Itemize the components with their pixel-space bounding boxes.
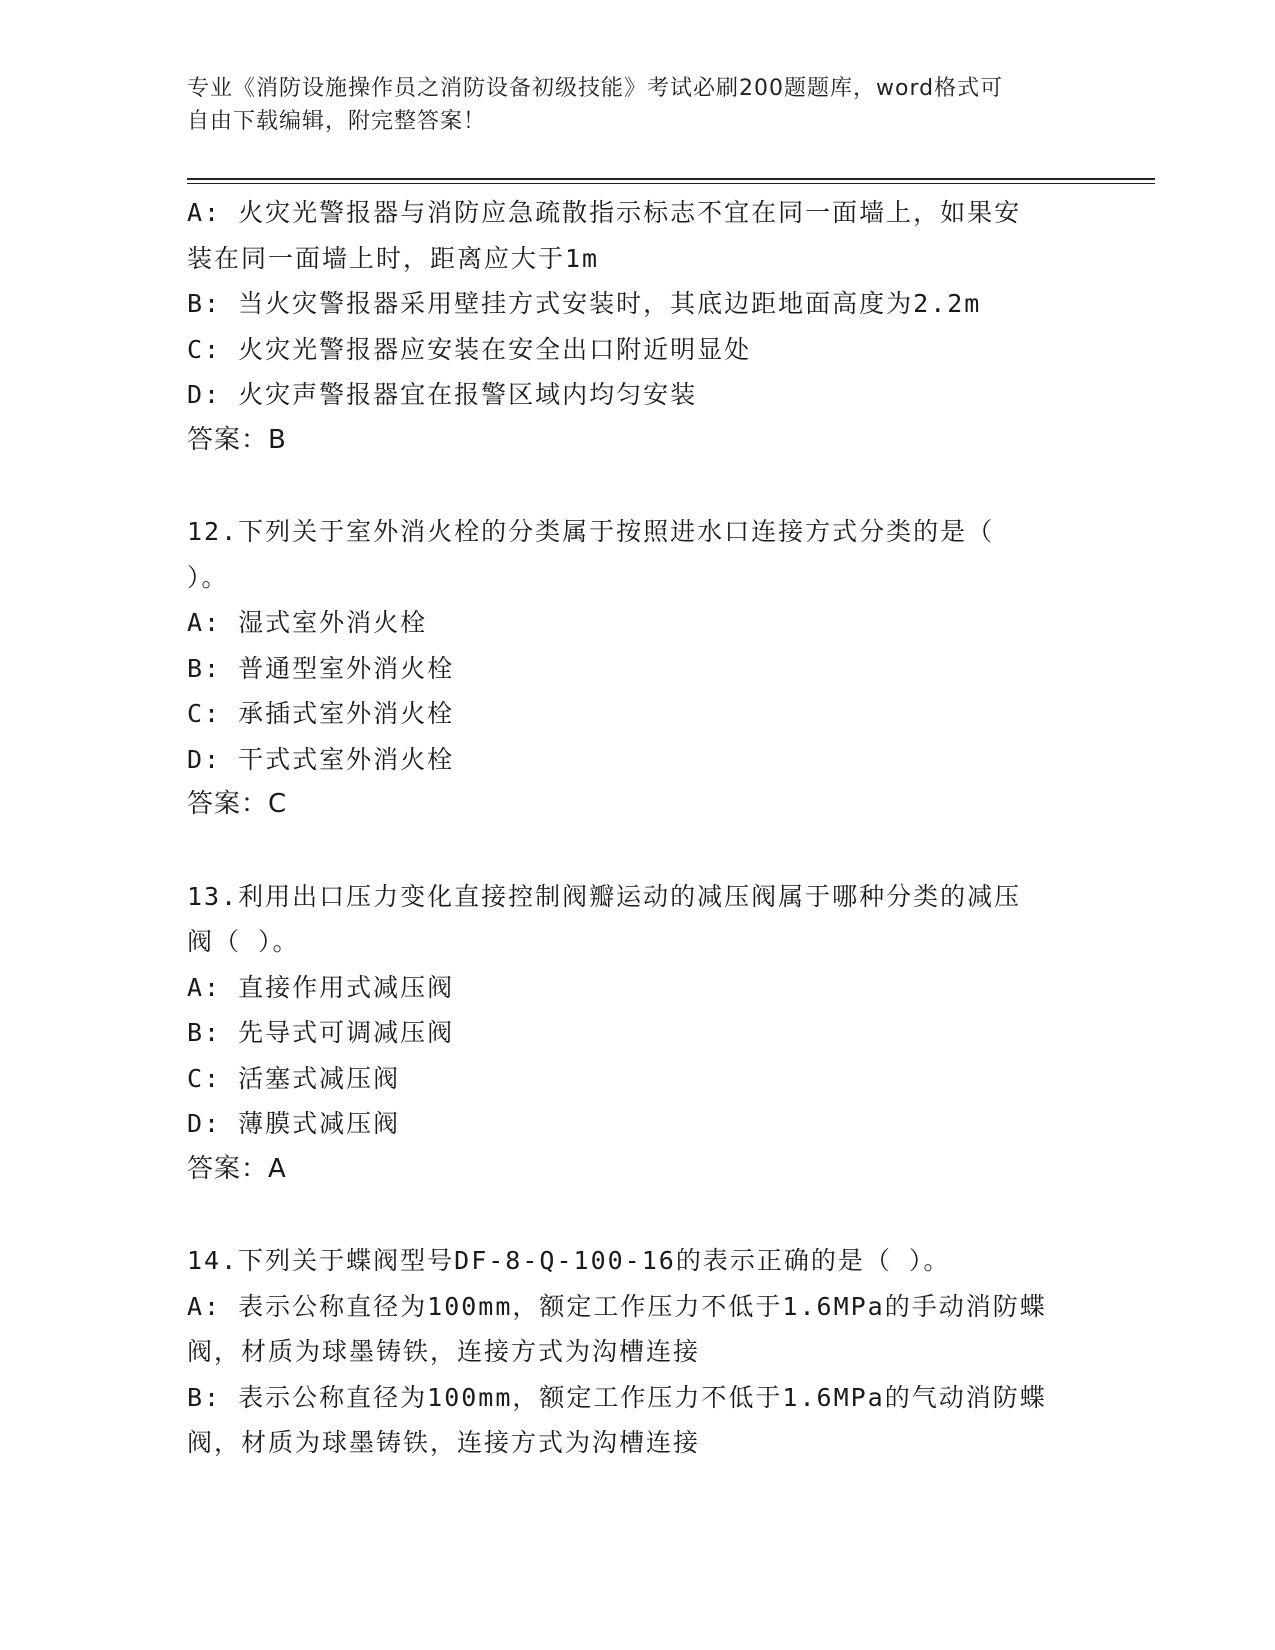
- option-c: C: 火灾光警报器应安装在安全出口附近明显处: [187, 334, 752, 364]
- question-11: [187, 190, 1087, 463]
- option-a-line-2: 阀，材质为球墨铸铁，连接方式为沟槽连接: [187, 1337, 701, 1366]
- header-divider-thin: [187, 183, 1155, 184]
- option-b-line-1: B: 表示公称直径为100mm，额定工作压力不低于1.6MPa的气动消防蝶: [187, 1382, 1047, 1412]
- question-stem: 14.下列关于蝶阀型号DF-8-Q-100-16的表示正确的是（ ）。: [187, 1246, 951, 1275]
- question-stem-line-1: 12.下列关于室外消火栓的分类属于按照进水口连接方式分类的是（: [187, 517, 995, 546]
- question-14: [187, 1238, 1087, 1466]
- option-a: A: 直接作用式减压阀: [187, 972, 455, 1002]
- option-c: C: 承插式室外消火栓: [187, 699, 455, 728]
- question-stem-line-1: 13.利用出口压力变化直接控制阀瓣运动的减压阀属于哪种分类的减压: [187, 881, 1022, 911]
- option-c: C: 活塞式减压阀: [187, 1063, 401, 1093]
- option-a: A: 湿式室外消火栓: [187, 608, 428, 637]
- option-d: D: 火灾声警报器宜在报警区域内均匀安装: [187, 380, 698, 409]
- header-line-2: 自由下载编辑，附完整答案！: [187, 109, 487, 134]
- header-divider-thick: [187, 178, 1155, 180]
- option-a-line-2: 装在同一面墙上时，距离应大于1m: [187, 243, 600, 273]
- option-b: B: 先导式可调减压阀: [187, 1018, 455, 1047]
- option-d: D: 薄膜式减压阀: [187, 1109, 401, 1138]
- question-12: [187, 509, 1087, 828]
- header-line-1: 专业《消防设施操作员之消防设备初级技能》考试必刷200题题库，word格式可: [187, 76, 1004, 101]
- question-spacer: [187, 828, 1087, 874]
- answer-label: 答案：A: [187, 1153, 287, 1184]
- question-stem-line-2: ）。: [187, 562, 229, 592]
- question-spacer: [187, 463, 1087, 509]
- option-d: D: 干式式室外消火栓: [187, 744, 455, 774]
- option-a-line-1: A: 火灾光警报器与消防应急疏散指示标志不宜在同一面墙上，如果安: [187, 198, 1022, 227]
- question-list: [187, 190, 1087, 1466]
- option-b: B: 当火灾警报器采用壁挂方式安装时，其底边距地面高度为2.2m: [187, 289, 982, 318]
- question-13: [187, 874, 1087, 1193]
- option-b: B: 普通型室外消火栓: [187, 653, 455, 683]
- document-header: [187, 72, 1087, 138]
- answer-label: 答案：B: [187, 424, 287, 455]
- option-a-line-1: A: 表示公称直径为100mm，额定工作压力不低于1.6MPa的手动消防蝶: [187, 1291, 1047, 1321]
- question-stem-line-2: 阀（ ）。: [187, 927, 300, 956]
- question-spacer: [187, 1192, 1087, 1238]
- option-b-line-2: 阀，材质为球墨铸铁，连接方式为沟槽连接: [187, 1428, 701, 1457]
- answer-label: 答案：C: [187, 789, 288, 819]
